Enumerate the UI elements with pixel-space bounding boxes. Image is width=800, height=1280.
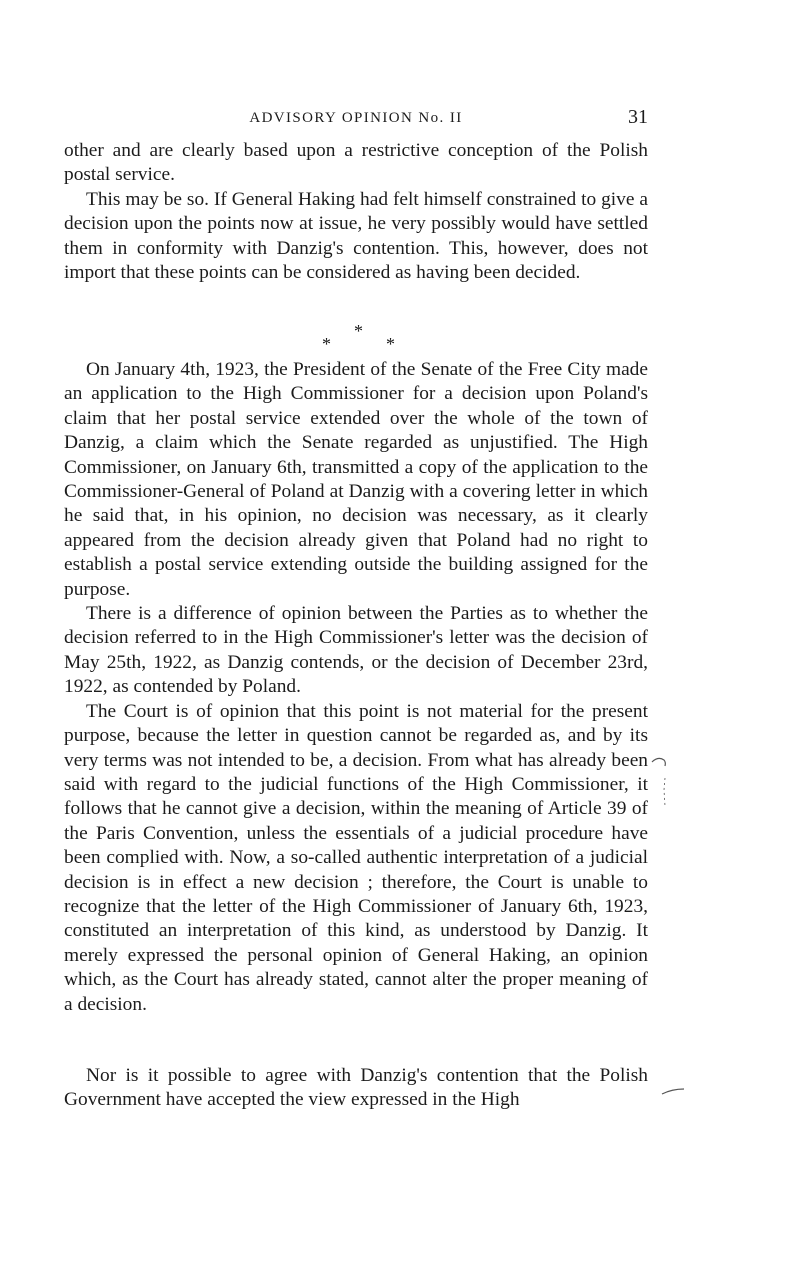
running-header xyxy=(64,106,648,132)
asterisk-mark: * xyxy=(386,334,395,354)
paragraph-continued: other and are clearly based upon a restrictive conception of the Polish postal service. xyxy=(64,140,648,186)
section-separator xyxy=(322,322,402,362)
asterisk-mark: * xyxy=(322,334,331,354)
paragraph: The Court is of opinion that this point is not material for the present purpose, because the letter in question cannot be regarded as, and by its very terms was not intended to be, a decision. From what has already been said with regard to the judicial functions of the High Commissioner, it follows that he cannot give a decision, within the meaning of Article 39 of the Paris Convention, unless the essentials of a judicial procedure have been complied with. Now, a so-called authentic interpretation of a judicial decision is in effect a new decision ; therefore, the Court is unable to recognize that the letter of the High Commissioner of January 6th, 1923, constituted an interpretation of this kind, as understood by Danzig. It merely expressed the personal opinion of General Haking, an opinion which, as the Court has already stated, cannot alter the proper meaning of a decision. xyxy=(64,700,648,1015)
page-number: 31 xyxy=(628,106,648,128)
text-block-middle xyxy=(64,358,648,1017)
text-block-top xyxy=(64,139,648,285)
running-title: ADVISORY OPINION No. II xyxy=(249,110,463,126)
text-block-bottom xyxy=(64,1064,648,1113)
margin-dash-mark xyxy=(660,1086,686,1100)
paragraph: This may be so. If General Haking had felt himself constrained to give a decision upon the points now at issue, he very possibly would have settled them in conformity with Danzig's contention. This, however, does not import that these points can be considered as having been decided. xyxy=(64,188,648,284)
margin-bracket-mark xyxy=(650,754,672,812)
paragraph: There is a difference of opinion between the Parties as to whether the decision referred to in the High Commissioner's letter was the decision of May 25th, 1922, as Danzig contends, or the decision of December 23rd, 1922, as contended by Poland. xyxy=(64,603,648,698)
paragraph: On January 4th, 1923, the President of the Senate of the Free City made an application to the High Commissioner for a decision upon Poland's claim that her postal service extended over the whole of the town of Danzig, a claim which the Senate regarded as unjustified. The High Commissioner, on January 6th, transmitted a copy of the application to the Commissioner-General of Poland at Danzig with a covering letter in which he said that, in his opinion, no decision was necessary, as it clearly appeared from the decision already given that Poland had no right to establish a postal service extending outside the building assigned for the purpose. xyxy=(64,359,648,600)
paragraph: Nor is it possible to agree with Danzig's contention that the Polish Government have accepted the view expressed in the High xyxy=(64,1065,648,1111)
asterisk-mark: * xyxy=(354,321,363,341)
